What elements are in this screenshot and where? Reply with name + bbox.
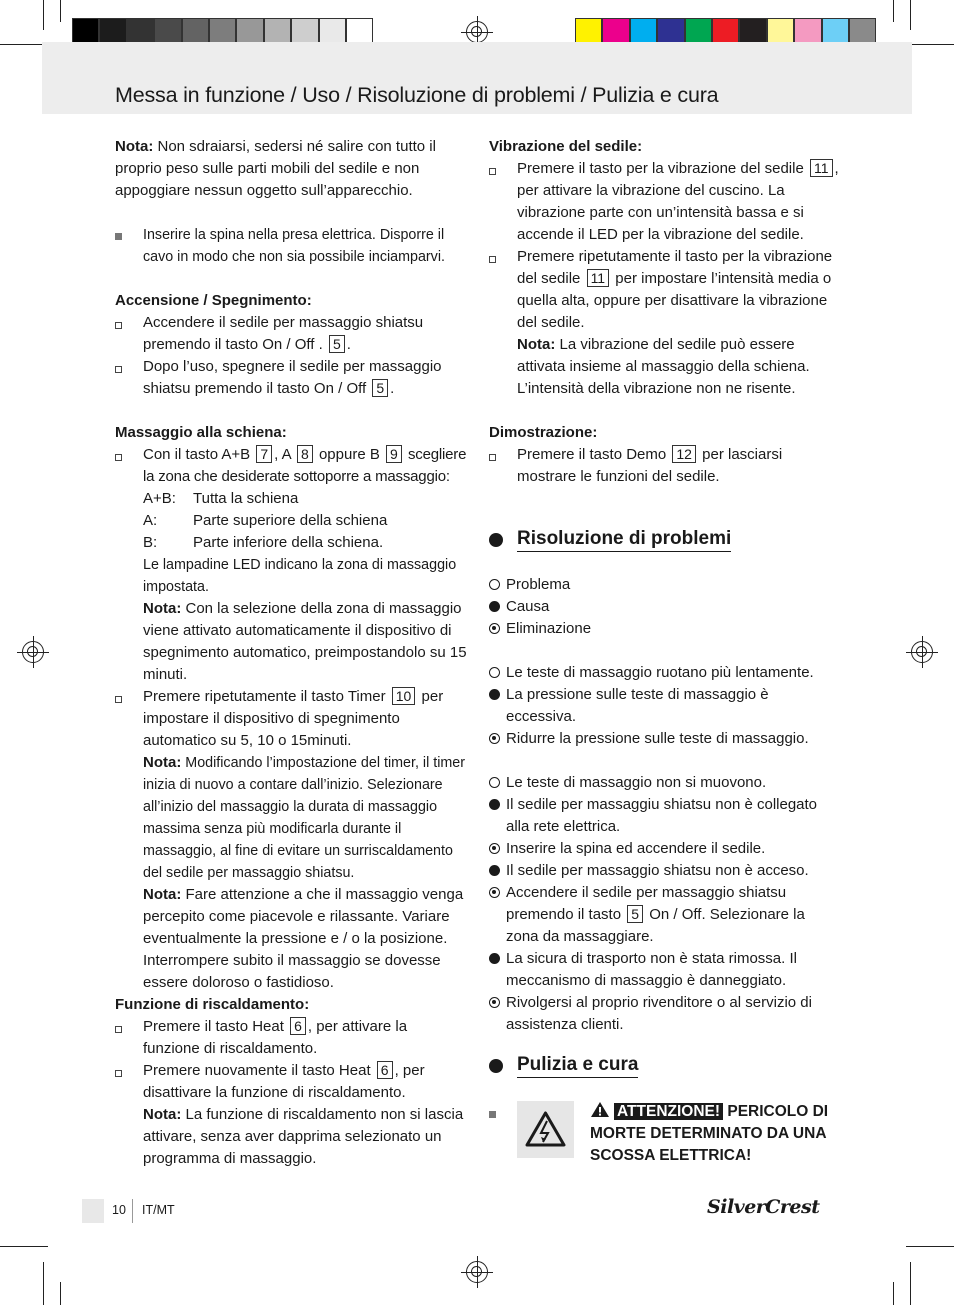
list-item-text: Premere il tasto per la vibrazione del sedile [517,160,804,177]
key-number-badge: 10 [392,687,416,705]
list-item-text: per lasciarsi mostrare le funzioni del sedile. [517,446,783,485]
row-text: Rivolgersi al proprio rivenditore o al servizio di assistenza clienti. [506,994,812,1033]
key-number-badge: 11 [810,159,833,177]
list-item-text: , per attivare la vibrazione del cuscino. La vibrazione parte con un’intensità bassa e si accende il LED per la vibrazione del sedile. [517,160,839,243]
solution-row [489,882,841,948]
registration-mark-icon [911,641,933,663]
list-item [115,312,467,356]
solution-row [489,992,841,1036]
list-item [489,158,841,246]
row-text: On / Off. Selezionare la zona da massaggiare. [506,906,805,945]
bullet-square-icon [115,233,122,240]
legend-solution [489,618,841,640]
note-label: Nota: [143,886,182,903]
bullet-square-icon [489,1111,496,1118]
troubleshooting-heading [489,528,731,552]
note-text: La vibrazione del sedile può essere attivata insieme al massaggio della schiena. L’intensità della vibrazione non ne risente. [517,336,810,397]
note-paragraph [143,598,467,686]
list-item [489,246,841,400]
solution-target-icon [489,997,500,1008]
crop-mark [60,0,61,22]
crop-mark [906,44,954,45]
solution-target-icon [489,887,500,898]
solution-target-icon [489,843,500,854]
section-heading: Funzione di riscaldamento: [115,996,310,1013]
list-item-text: , per attivare la funzione di riscaldamento. [143,1018,408,1057]
solution-row [489,728,841,750]
list-item-text: Con il tasto A+B [143,446,251,463]
registration-mark-icon [22,641,44,663]
bullet-box-icon [115,1070,122,1077]
note-text: Non sdraiarsi, sedersi né salire con tutto il proprio peso sulle parti mobili del sedile e non appoggiare nessun oggetto sull’apparecchio. [115,138,436,199]
electric-hazard-icon [517,1101,574,1158]
zone-key: B: [143,534,158,551]
warning-triangle-icon [590,1101,610,1118]
row-text: Il sedile per massaggiu shiatsu non è collegato alla rete elettrica. [506,796,818,835]
zone-row [143,488,467,510]
crop-mark [0,1246,48,1247]
bullet-box-icon [489,256,496,263]
problem-row [489,772,841,794]
list-item [115,224,467,268]
key-number-badge: 5 [372,379,388,397]
note-label: Nota: [115,138,154,155]
color-swatch [236,18,263,45]
list-item-text: scegliere la zona che desiderate sottoporre a massaggio: [143,446,467,485]
zone-value: Tutta la schiena [193,490,299,507]
section-heading: Massaggio alla schiena: [115,424,287,441]
bullet-box-icon [489,168,496,175]
key-number-badge: 12 [672,445,696,463]
registration-mark-icon [466,21,488,43]
row-text: Accendere il sedile per massaggio shiatsu premendo il tasto [506,884,787,923]
list-item [115,444,467,686]
list-item-text: Premere ripetutamente il tasto per la vibrazione del sedile [517,248,833,287]
color-swatch [291,18,318,45]
crop-mark [43,0,44,30]
note-label: Nota: [143,600,182,617]
color-swatch [72,18,99,45]
warning-text [590,1101,840,1167]
row-text: Le teste di massaggio ruotano più lentamente. [506,664,814,681]
bullet-box-icon [115,1026,122,1033]
key-number-badge: 5 [329,335,345,353]
list-item-text: Inserire la spina nella presa elettrica. Disporre il cavo in modo che non sia possibile inciamparvi. [143,227,445,265]
color-swatch [630,18,657,45]
cause-row [489,794,841,838]
crop-mark [893,0,894,22]
list-item-text: Premere il tasto Demo [517,446,667,463]
note-text: Modificando l’impostazione del timer, il timer inizia di nuovo a contare dall’inizio. Selezionare all’inizio del massaggio la durata di massaggio massima senza più modificarla durante il massaggio, al fine di evitare un surriscaldamento del sedile per massaggio shiatsu. [143,755,465,881]
crop-mark [910,0,911,30]
color-swatch [767,18,794,45]
cause-dot-icon [489,601,500,612]
cause-dot-icon [489,689,500,700]
list-item [489,444,841,488]
problem-circle-icon [489,777,500,788]
color-swatch [154,18,181,45]
crop-mark [906,1246,954,1247]
color-swatch [346,18,373,45]
section-heading: Accensione / Spegnimento: [115,292,312,309]
cause-row [489,860,841,882]
list-item-text: per impostare l’intensità media o quella alta, oppure per disattivare la vibrazione del sedile. [517,270,832,331]
section-heading: Dimostrazione: [489,424,598,441]
key-number-badge: 6 [377,1061,393,1079]
key-number-badge: 7 [256,445,272,463]
heading-text: Pulizia e cura [517,1054,638,1078]
note-paragraph [517,334,841,400]
color-swatch [657,18,684,45]
punctuation: . [346,336,351,353]
zone-value: Parte superiore della schiena [193,512,388,529]
legend-problem [489,574,841,596]
color-swatch [319,18,346,45]
color-swatch [127,18,154,45]
footer-divider [132,1199,133,1223]
color-swatch [822,18,849,45]
list-item-text: Accendere il sedile per massaggio shiatsu premendo il tasto On / Off . [143,314,424,353]
language-code: IT/MT [142,1203,175,1217]
key-number-badge: 11 [587,269,610,287]
color-swatch [685,18,712,45]
color-swatch [182,18,209,45]
cause-row [489,684,841,728]
list-item [115,1060,467,1170]
crop-mark [910,1262,911,1305]
legend-label: Problema [506,576,571,593]
troubleshooting-table [489,574,841,1036]
row-text: Le teste di massaggio non si muovono. [506,774,767,791]
list-item-text: Premere nuovamente il tasto Heat [143,1062,371,1079]
color-swatch [739,18,766,45]
color-swatch [712,18,739,45]
zone-value: Parte inferiore della schiena. [193,534,384,551]
note-text: Con la selezione della zona di massaggio viene attivato automaticamente il dispositivo di spegnimento automatico, preimpostandolo su 15 minuti. [143,600,467,683]
problem-row [489,662,841,684]
cause-dot-icon [489,865,500,876]
note-label: Nota: [143,1106,182,1123]
key-number-badge: 5 [627,905,643,923]
bullet-box-icon [115,322,122,329]
led-note: Le lampadine LED indicano la zona di massaggio impostata. [143,557,457,595]
cause-row [489,948,841,992]
color-swatch [575,18,602,45]
legend-label: Eliminazione [506,620,592,637]
page-number: 10 [112,1203,126,1217]
row-text: La pressione sulle teste di massaggio è eccessiva. [506,686,769,725]
crop-mark [43,1262,44,1305]
list-item-text: oppure B [318,446,380,463]
zone-row [143,532,467,554]
crop-mark [893,1282,894,1305]
solution-target-icon [489,733,500,744]
left-column [115,136,467,1170]
solution-target-icon [489,623,500,634]
section-heading: Vibrazione del sedile: [489,138,643,155]
heading-text: Risoluzione di problemi [517,528,731,552]
list-item-text: Premere il tasto Heat [143,1018,284,1035]
list-item-text: Dopo l’uso, spegnere il sedile per massaggio shiatsu premendo il tasto On / Off [143,358,442,397]
page-title: Messa in funzione / Uso / Risoluzione di problemi / Pulizia e cura [115,83,719,107]
color-swatch [794,18,821,45]
row-text: Inserire la spina ed accendere il sedile. [506,840,766,857]
note-paragraph [143,884,467,994]
color-swatch [849,18,876,45]
punctuation: . [390,380,395,397]
cause-dot-icon [489,799,500,810]
row-text: Ridurre la pressione sulle teste di massaggio. [506,730,809,747]
row-text: Il sedile per massaggio shiatsu non è acceso. [506,862,809,879]
note-label: Nota: [517,336,556,353]
color-swatch [99,18,126,45]
solution-row [489,838,841,860]
bullet-box-icon [115,366,122,373]
crop-mark [60,1282,61,1305]
list-item [115,1016,467,1060]
key-number-badge: 9 [386,445,402,463]
registration-mark-icon [466,1261,488,1283]
crop-mark [0,44,48,45]
zone-row [143,510,467,532]
color-swatch [602,18,629,45]
list-item [115,356,467,400]
bullet-box-icon [489,454,496,461]
note-text: Fare attenzione a che il massaggio venga percepito come piacevole e rilassante. Variare eventualmente la pressione e / o la posizione. Interrompere subito il massaggio se dovesse essere doloroso o fastidioso. [143,886,464,991]
note-paragraph [143,1104,467,1170]
footer-tab [82,1199,104,1223]
right-column [489,136,841,488]
note-label: Nota: [143,754,182,771]
list-item-text: Premere ripetutamente il tasto Timer [143,688,386,705]
bullet-box-icon [115,454,122,461]
zone-key: A+B: [143,490,176,507]
legend-label: Causa [506,598,550,615]
heading-bullet-icon [489,1059,503,1073]
list-item [115,686,467,994]
key-number-badge: 8 [297,445,313,463]
heading-bullet-icon [489,533,503,547]
key-number-badge: 6 [290,1017,306,1035]
row-text: La sicura di trasporto non è stata rimossa. Il meccanismo di massaggio è danneggiato. [506,950,797,989]
attention-label: ATTENZIONE! [614,1103,723,1120]
color-swatch [209,18,236,45]
problem-circle-icon [489,579,500,590]
legend-cause [489,596,841,618]
note-paragraph [143,752,467,884]
bullet-box-icon [115,696,122,703]
list-item-text: , per disattivare la funzione di riscaldamento. [143,1062,425,1101]
list-item-text: per impostare il dispositivo di spegnimento automatico su 5, 10 o 15minuti. [143,688,444,749]
care-heading [489,1054,638,1078]
color-swatch [264,18,291,45]
problem-circle-icon [489,667,500,678]
cause-dot-icon [489,953,500,964]
note-paragraph [115,136,467,202]
brand-logo: SilverCrest [707,1196,820,1218]
warning-message: PERICOLO DI MORTE DETERMINATO DA UNA SCOSSA ELETTRICA! [590,1103,829,1164]
list-item-text: , A [274,446,291,463]
note-text: La funzione di riscaldamento non si lascia attivare, senza aver dapprima selezionato un programma di massaggio. [143,1106,464,1167]
zone-key: A: [143,512,158,529]
